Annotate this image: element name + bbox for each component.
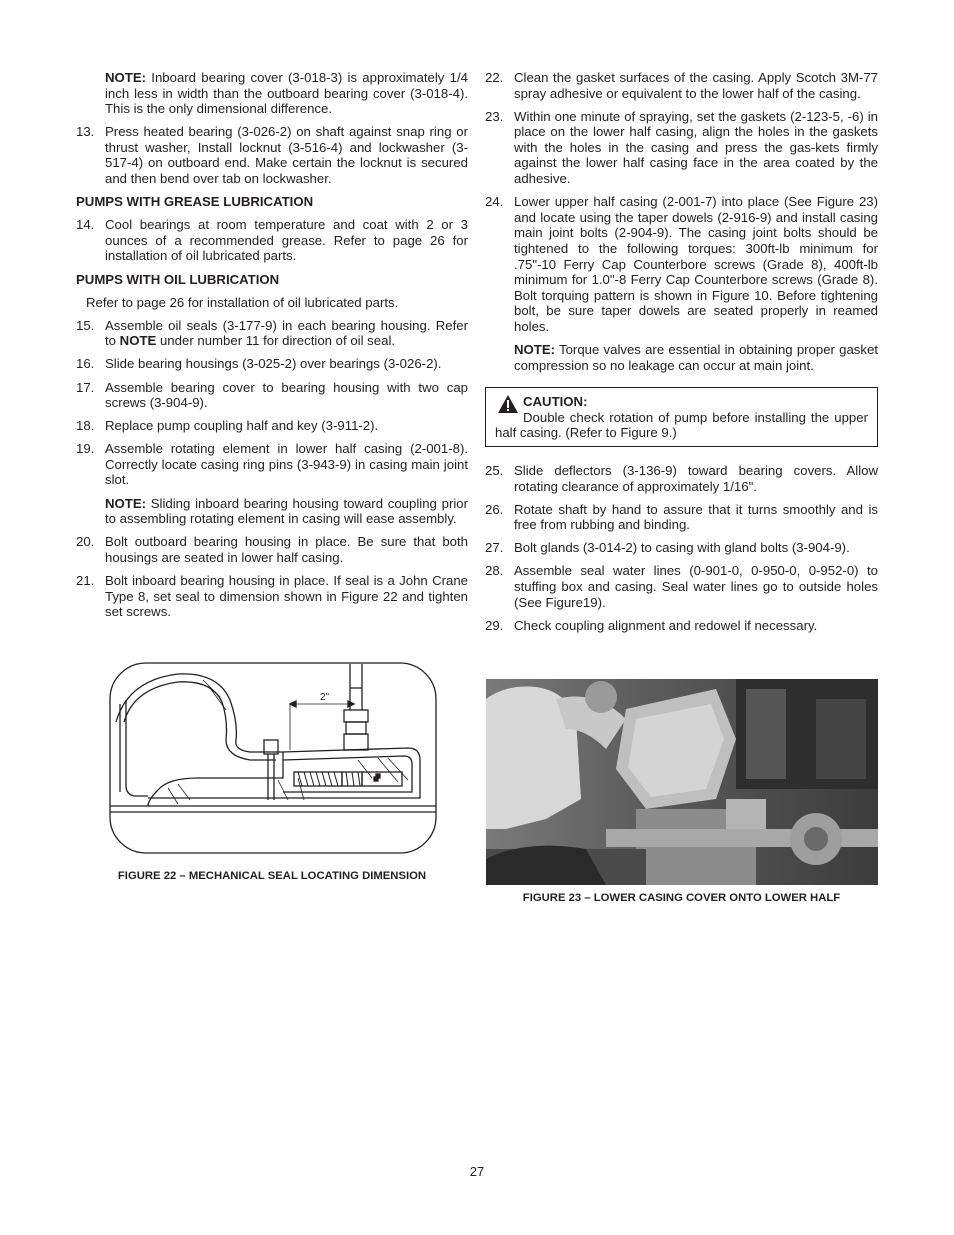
step-27 bbox=[485, 540, 878, 556]
step-28 bbox=[485, 563, 878, 610]
step-15 bbox=[76, 318, 468, 349]
step-text: Lower upper half casing (2-001-7) into place (See Figure 23) and locate using the taper dowels (2-916-9) and install casing main joint bolts (2-904-9). The casing joint bolts should be tightened to the following torques: 300ft-lb minimum for .75"-10 Ferry Cap Counterbore screws (Grade 8), 400ft-lb minimum for 1.0"-8 Ferry Cap Counterbore screws (Grade 8). Bolt torquing pattern is shown in Figure 10. Before tightening bolt, be sure taper dowels are seated properly in reamed holes. bbox=[514, 194, 878, 334]
note-sliding-housing bbox=[105, 496, 468, 527]
step-14 bbox=[76, 217, 468, 264]
step-17 bbox=[76, 380, 468, 411]
left-column bbox=[76, 70, 468, 627]
step-text: Cool bearings at room temperature and coat with 2 or 3 ounces of a recommended grease. Refer to page 26 for installation of oil lubricated parts. bbox=[105, 217, 468, 264]
step-number: 26. bbox=[485, 501, 504, 517]
step-25 bbox=[485, 463, 878, 494]
step-text: Check coupling alignment and redowel if necessary. bbox=[514, 617, 818, 633]
step-19 bbox=[76, 441, 468, 488]
figure-23-caption: FIGURE 23 – LOWER CASING COVER ONTO LOWER HALF bbox=[522, 892, 841, 904]
note-text: Sliding inboard bearing housing toward coupling prior to assembling rotating element in casing will ease assembly. bbox=[105, 495, 468, 527]
heading-grease-lubrication: PUMPS WITH GREASE LUBRICATION bbox=[76, 194, 314, 210]
step-text-part: under number 11 for direction of oil seal. bbox=[156, 333, 396, 349]
step-26 bbox=[485, 502, 878, 533]
step-number: 23. bbox=[485, 108, 504, 124]
step-23 bbox=[485, 109, 878, 187]
caution-text: Double check rotation of pump before installing the upper half casing. (Refer to Figure 9.) bbox=[495, 409, 868, 441]
figure-frame bbox=[110, 663, 436, 853]
step-number: 20. bbox=[76, 534, 95, 550]
step-number: 16. bbox=[76, 356, 95, 372]
step-number: 15. bbox=[76, 317, 95, 333]
step-22 bbox=[485, 70, 878, 101]
step-number: 21. bbox=[76, 572, 95, 588]
step-24 bbox=[485, 194, 878, 334]
note-torque-values bbox=[514, 342, 878, 373]
figure-22-caption: FIGURE 22 – MECHANICAL SEAL LOCATING DIMENSION bbox=[117, 870, 427, 882]
step-29 bbox=[485, 618, 878, 634]
step-16 bbox=[76, 356, 468, 372]
step-number: 14. bbox=[76, 217, 95, 233]
step-13 bbox=[76, 124, 468, 186]
step-number: 28. bbox=[485, 563, 504, 579]
step-18 bbox=[76, 418, 468, 434]
note-label: NOTE: bbox=[514, 342, 556, 357]
note-text: Torque valves are essential in obtaining proper gasket compression so no leakage can occur at main joint. bbox=[514, 342, 878, 373]
figure-23-photo bbox=[486, 679, 878, 885]
caution-box bbox=[485, 387, 878, 447]
figure-22-seal-drawing bbox=[108, 660, 438, 856]
step-text: Bolt glands (3-014-2) to casing with gland bolts (3-904-9). bbox=[514, 540, 850, 556]
page-number: 27 bbox=[469, 1164, 485, 1179]
step-text-bold: NOTE bbox=[119, 333, 157, 349]
step-number: 18. bbox=[76, 418, 95, 434]
step-text: Bolt outboard bearing housing in place. Be sure that both housings are seated in lower half casing. bbox=[105, 534, 468, 565]
step-text bbox=[105, 318, 468, 349]
note-label: NOTE: bbox=[105, 495, 147, 511]
step-text: Bolt inboard bearing housing in place. If seal is a John Crane Type 8, set seal to dimension shown in Figure 22 and tighten set screws. bbox=[105, 572, 468, 620]
step-text: Press heated bearing (3-026-2) on shaft against snap ring or thrust washer, Install locknut (3-516-4) and lockwasher (3-517-4) on outboard end. Make certain the locknut is secured and then bend over tab on lockwasher. bbox=[105, 124, 468, 187]
step-number: 19. bbox=[76, 441, 95, 457]
step-text: Slide deflectors (3-136-9) toward bearing covers. Allow rotating clearance of approximately 1/16". bbox=[514, 462, 878, 494]
step-number: 25. bbox=[485, 462, 504, 478]
warning-icon bbox=[497, 394, 519, 414]
heading-oil-lubrication: PUMPS WITH OIL LUBRICATION bbox=[76, 271, 280, 287]
step-number: 13. bbox=[76, 124, 95, 140]
step-text: Slide bearing housings (3-025-2) over bearings (3-026-2). bbox=[105, 356, 442, 372]
note-bearing-cover bbox=[105, 70, 468, 117]
caution-header bbox=[495, 394, 868, 410]
step-text: Replace pump coupling half and key (3-911-2). bbox=[105, 418, 379, 434]
step-20 bbox=[76, 534, 468, 565]
step-number: 29. bbox=[485, 617, 504, 633]
step-text: Within one minute of spraying, set the gaskets (2-123-5, -6) in place on the lower half casing, align the holes in the gaskets with the holes in the casing and press the gas-kets firmly against the lower half casing face in the area coated by the adhesive. bbox=[514, 108, 878, 187]
note-label: NOTE: bbox=[105, 70, 147, 85]
step-21 bbox=[76, 573, 468, 620]
caution-label: CAUTION: bbox=[523, 394, 588, 410]
oil-reference-text: Refer to page 26 for installation of oil lubricated parts. bbox=[86, 294, 399, 310]
step-text: Assemble bearing cover to bearing housing with two cap screws (3-904-9). bbox=[105, 379, 468, 411]
step-text: Clean the gasket surfaces of the casing. Apply Scotch 3M-77 spray adhesive or equivalent to the lower half of the casing. bbox=[514, 70, 878, 101]
step-number: 27. bbox=[485, 540, 504, 556]
step-text: Assemble seal water lines (0-901-0, 0-950-0, 0-952-0) to stuffing box and casing. Seal water lines go to outside holes (See Figure19). bbox=[514, 563, 878, 610]
step-number: 17. bbox=[76, 379, 95, 395]
step-text-part: Assemble oil seals (3-177-9) in each bearing housing. Refer to bbox=[105, 317, 468, 349]
note-text: Inboard bearing cover (3-018-3) is approximately 1/4 inch less in width than the outboard bearing cover (3-018-4). This is the only dimensional difference. bbox=[105, 70, 468, 117]
step-text: Rotate shaft by hand to assure that it turns smoothly and is free from rubbing and binding. bbox=[514, 501, 878, 533]
step-text: Assemble rotating element in lower half casing (2-001-8). Correctly locate casing ring pins (3-943-9) in casing main joint slot. bbox=[105, 441, 468, 488]
step-number: 22. bbox=[485, 70, 504, 85]
right-column bbox=[485, 70, 878, 641]
step-number: 24. bbox=[485, 194, 504, 210]
figure-22-dimension-label: 2" bbox=[320, 692, 330, 703]
